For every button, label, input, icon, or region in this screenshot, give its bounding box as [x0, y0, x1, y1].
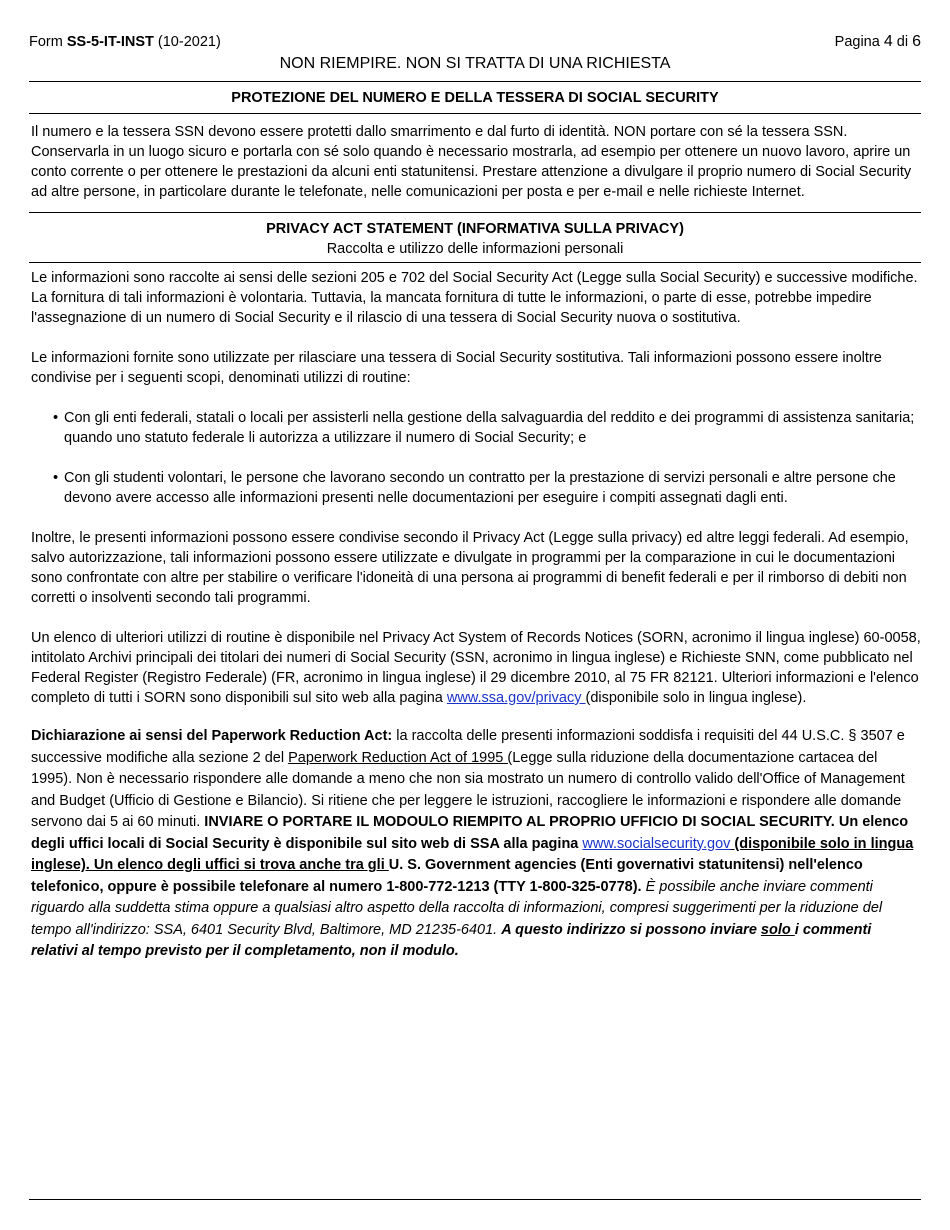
- not-an-application-notice: NON RIEMPIRE. NON SI TRATTA DI UNA RICHIESTA: [279, 55, 671, 72]
- divider: [29, 212, 921, 213]
- protection-body: Il numero e la tessera SSN devono essere protetti dallo smarrimento e dal furto di identità. NON portare con sé la tessera SSN. Conservarla in un luogo sicuro e portarla con sé solo quando è necessario mostrarla, ad esempio per ottenere un nuovo lavoro, aprire un conto corrente o per ottenere le prestazioni da alcuni enti statunitensi. Prestare attenzione a divulgare il proprio numero di Social Security ad altre persone, in particolare durante le telefonate, nelle comunicazioni per posta e per e-mail e nelle richieste Internet.: [31, 124, 912, 200]
- privacy-title: PRIVACY ACT STATEMENT (INFORMATIVA SULLA PRIVACY): [266, 221, 684, 237]
- list-item: [29, 468, 921, 508]
- form-date: (10-2021): [153, 34, 221, 50]
- privacy-paragraph-1: Le informazioni sono raccolte ai sensi delle sezioni 205 e 702 del Social Security Act (Legge sulla Social Security) e successive modifiche. La fornitura di tali informazioni è volontaria. Tuttavia, la mancata fornitura di tutte le informazioni, o parte di esse, potrebbe impedire l'assegnazione di un numero di Social Security e il rilascio di una tessera di Social Security nuova o sostitutiva.: [31, 270, 918, 326]
- sorn-text: Un elenco di ulteriori utilizzi di routine è disponibile nel Privacy Act System of Records Notices (SORN, acronimo il lingua inglese) 60-0058, intitolato Archivi principali dei titolari dei numeri di Social Security (SSN, acronimo in lingua inglese) e Richieste SNN, come pubblicato nel Federal Register (Registro Federale) (FR, acronimo in lingua inglese) il 29 dicembre 2010, al 75 FR 82121. Ulteriori informazioni e l'elenco completo di tutti i SORN sono disponibili sul sito web alla pagina: [31, 630, 921, 706]
- bullet-icon: •: [53, 470, 59, 486]
- privacy-paragraph-3: Inoltre, le presenti informazioni possono essere condivise secondo il Privacy Act (Legge sulla privacy) ed altre leggi federali. Ad esempio, salvo autorizzazione, tali informazioni possono essere utilizzate e divulgate in programmi per la comparazione in cui le documentazioni sono confrontate con altre per stabilire o verificare l'idoneità di una persona ai programmi di benefit federali e per il rimborso di debiti non corretti o insolventi secondo tali programmi.: [31, 530, 909, 606]
- bullet-icon: •: [53, 410, 59, 426]
- paperwork-act-reference: Paperwork Reduction Act of 1995 (: [288, 749, 513, 766]
- sorn-note: (disponibile solo in lingua inglese).: [585, 690, 807, 706]
- form-code: SS-5-IT-INST: [66, 34, 154, 50]
- paperwork-text: Legge sulla riduzione della documentazione cartacea del 1995). Non è necessario rispondere alle domande a meno che non sia mostrato un numero di controllo valido dell'Office of Management and Budget (Ufficio di Gestione e Bilancio). Si ritiene che per leggere le istruzioni, raccogliere le informazioni e rispondere alle domande servono dai 5 ai 60 minuti.: [31, 749, 905, 830]
- paperwork-final-note: solo: [760, 921, 795, 938]
- paperwork-instruction: U. S. Government agencies (Enti governativi statunitensi) nell'elenco telefonico, oppure è possibile telefonare al numero 1-800-772-1213 (TTY 1-800-325-0778).: [31, 857, 863, 895]
- list-item-text: Con gli studenti volontari, le persone che lavorano secondo un contratto per la prestazione di servizi personali e altre persone che devono avere accesso alle informazioni presenti nelle documentazioni per eseguire i compiti assegnati dagli enti.: [64, 470, 896, 506]
- divider: [29, 81, 921, 82]
- divider: [29, 262, 921, 263]
- page-header: [29, 32, 921, 52]
- document-page: [29, 32, 921, 963]
- paperwork-lead: Dichiarazione ai sensi del Paperwork Reduction Act:: [31, 728, 393, 744]
- form-identifier: [29, 32, 221, 52]
- form-prefix: Form: [29, 34, 67, 50]
- paperwork-comments: È possibile anche inviare commenti riguardo alla suddetta stima oppure a qualsiasi altro aspetto della raccolta di informazioni, compresi suggerimenti per la riduzione del tempo all'indirizzo: SSA, 6401 Security Blvd, Baltimore, MD 21235-6401.: [31, 878, 883, 938]
- socialsecurity-link[interactable]: www.socialsecurity.gov: [582, 835, 731, 852]
- ssa-privacy-link[interactable]: www.ssa.gov/privacy: [446, 690, 586, 706]
- page-of: di: [892, 34, 913, 50]
- page-current: 4: [883, 33, 893, 50]
- paperwork-instruction: INVIARE O PORTARE IL MODOULO RIEMPITO AL PROPRIO UFFICIO DI SOCIAL SECURITY. Un elenco degli uffici locali di Social Security è disponibile sul sito web di SSA alla pagina: [31, 814, 909, 852]
- page-label: Pagina: [834, 34, 884, 50]
- protection-title: PROTEZIONE DEL NUMERO E DELLA TESSERA DI SOCIAL SECURITY: [231, 90, 719, 106]
- paperwork-final-note: i commenti relativi al tempo previsto per il completamento, non il modulo.: [31, 921, 872, 959]
- paperwork-instruction: (disponibile solo in lingua inglese). Un elenco degli uffici si trova anche tra gli: [31, 835, 914, 873]
- routine-uses-list: [29, 408, 921, 508]
- divider: [29, 113, 921, 114]
- page-number: [835, 32, 921, 52]
- page-total: 6: [912, 33, 921, 50]
- paperwork-statement: [29, 726, 921, 963]
- privacy-paragraph-2: Le informazioni fornite sono utilizzate per rilasciare una tessera di Social Security sostitutiva. Tali informazioni possono essere inoltre condivise per i seguenti scopi, denominati utilizzi di routine:: [31, 350, 882, 386]
- paperwork-text: la raccolta delle presenti informazioni soddisfa i requisiti del 44 U.S.C. § 3507 e successive modifiche alla sezione 2 del: [31, 728, 905, 766]
- paperwork-final-note: A questo indirizzo si possono inviare: [501, 921, 761, 938]
- list-item: [29, 408, 921, 448]
- list-item-text: Con gli enti federali, statali o locali per assisterli nella gestione della salvaguardia del reddito e dei programmi di assistenza sanitaria; quando uno statuto federale li autorizza a utilizzare il numero di Social Security; e: [64, 410, 915, 446]
- footer-divider: [29, 1199, 921, 1200]
- privacy-paragraph-4: [29, 628, 921, 708]
- privacy-subtitle: Raccolta e utilizzo delle informazioni personali: [326, 241, 624, 257]
